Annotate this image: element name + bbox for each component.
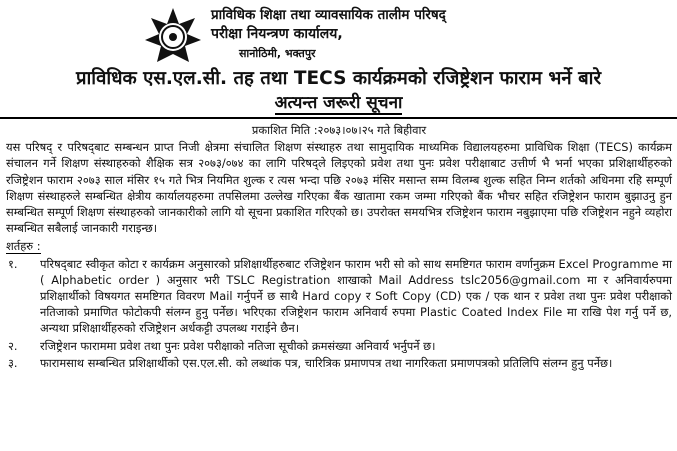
office-address: सानोठिमी, भक्तपुर xyxy=(239,47,316,60)
notice-title-line2 xyxy=(0,92,677,114)
notice-paragraph: यस परिषद् र परिषद्‌बाट सम्बन्धन प्राप्त निजी क्षेत्रमा संचालित शिक्षण संस्थाहरु तथा सामुदायिक माध्यमिक विद्यालयहरुमा प्राविधिक शिक्षा (TECS) कार्यक्रम संचालन गर्ने शिक्षण संस्थाहरुको शैक्षिक सत्र २०७३/०७४ का लागि परिषद्ले लिइएको प्रवेश तथा पुनः प्रवेश परीक्षाबाट उत्तीर्ण भै भर्ना भएका प्रशिक्षार्थीहरुको रजिष्ट्रेशन फाराम २०७३ साल मंसिर १५ गते भित्र नियमित शुल्क र त्यस भन्दा पछि २०७३ मंसिर मसान्त सम्म विलम्ब शुल्क सहित निम्न शर्तको अधिनमा रहि सम्पूर्ण शिक्षण संस्थाहरुले सम्बन्धित क्षेत्रीय कार्यालयहरुमा तपसिलमा उल्लेख गरिएका बैंक खातामा रकम जम्मा गरिएको बैंक भौचर सहित रजिष्ट्रेशन फाराम बुझाउनु हुन सम्बन्धित सम्पूर्ण शिक्षण संस्थाहरुको जानकारीको लागि यो सूचना प्रकाशित गरिएको छ। उपरोक्त समयभित्र रजिष्ट्रेशन फाराम नबुझाएमा पछि रजिष्ट्रेशन नहुने व्यहोरा सम्बन्धित सबैलाई जानकारी गराइन्छ। xyxy=(6,140,672,236)
council-emblem-icon xyxy=(143,6,203,66)
notice-body xyxy=(6,122,672,371)
condition-number: १. xyxy=(8,256,18,271)
conditions-heading-text: शर्तहरु : xyxy=(6,239,41,254)
condition-text: परिषद्‌बाट स्वीकृत कोटा र कार्यक्रम अनुसारको प्रशिक्षार्थीहरुबाट रजिष्ट्रेशन फाराम भरी सो को साथ समष्टिगत फाराम वर्णानुक्रम Excel Programme मा ( Alphabetic order ) अनुसार भरी TSLC Registration शाखाको Mail Address tslc2056@gmail.com मा र अनिवार्यरुपमा प्रशिक्षार्थीको विषयगत समष्टिगत विवरण Mail गर्नुपर्ने छ साथै Hard copy र Soft Copy (CD) एक / एक थान र प्रवेश तथा पुनः प्रवेश परीक्षाको नतिजाको प्रमाणित फोटोकपी संलग्न हुनु पर्नेछ। भरिएका रजिष्ट्रेशन फाराम अनिवार्य रुपमा Plastic Coated Index File मा राखि पेश गर्नु पर्ने छ, अन्यथा प्रशिक्षार्थीहरुको रजिष्ट्रेशन अर्धकट्टी उपलब्ध गराईने छैन। xyxy=(40,256,672,336)
condition-text: रजिष्ट्रेशन फाराममा प्रवेश तथा पुनः प्रवेश परीक्षाको नतिजा सूचीको क्रमसंख्या अनिवार्य भर्नुपर्ने छ। xyxy=(40,338,436,353)
condition-number: ३. xyxy=(8,355,18,370)
office-name: परीक्षा नियन्त्रण कार्यालय, xyxy=(211,26,343,42)
published-date: प्रकाशित मिति :२०७३।०७।२५ गते बिहीवार xyxy=(251,123,427,137)
condition-item xyxy=(6,338,672,354)
condition-text: फारामसाथ सम्बन्धित प्रशिक्षार्थीको एस.एल.सी. को लब्धांक पत्र, चारित्रिक प्रमाणपत्र तथा नागरिकता प्रमाणपत्रको प्रतिलिपि संलग्न हुनु पर्नेछ। xyxy=(40,355,613,370)
condition-number: २. xyxy=(8,338,18,353)
notice-title-line2-text: अत्यन्त जरूरी सूचना xyxy=(274,93,403,113)
conditions-heading xyxy=(6,238,672,254)
condition-item xyxy=(6,355,672,371)
notice-title-line1: प्राविधिक एस.एल.सी. तह तथा TECS कार्यक्रमको रजिष्ट्रेशन फाराम भर्ने बारे xyxy=(75,68,602,89)
notice-title xyxy=(0,65,677,119)
organization-name: प्राविधिक शिक्षा तथा व्यावसायिक तालीम परिषद् xyxy=(211,7,446,23)
condition-item xyxy=(6,256,672,337)
